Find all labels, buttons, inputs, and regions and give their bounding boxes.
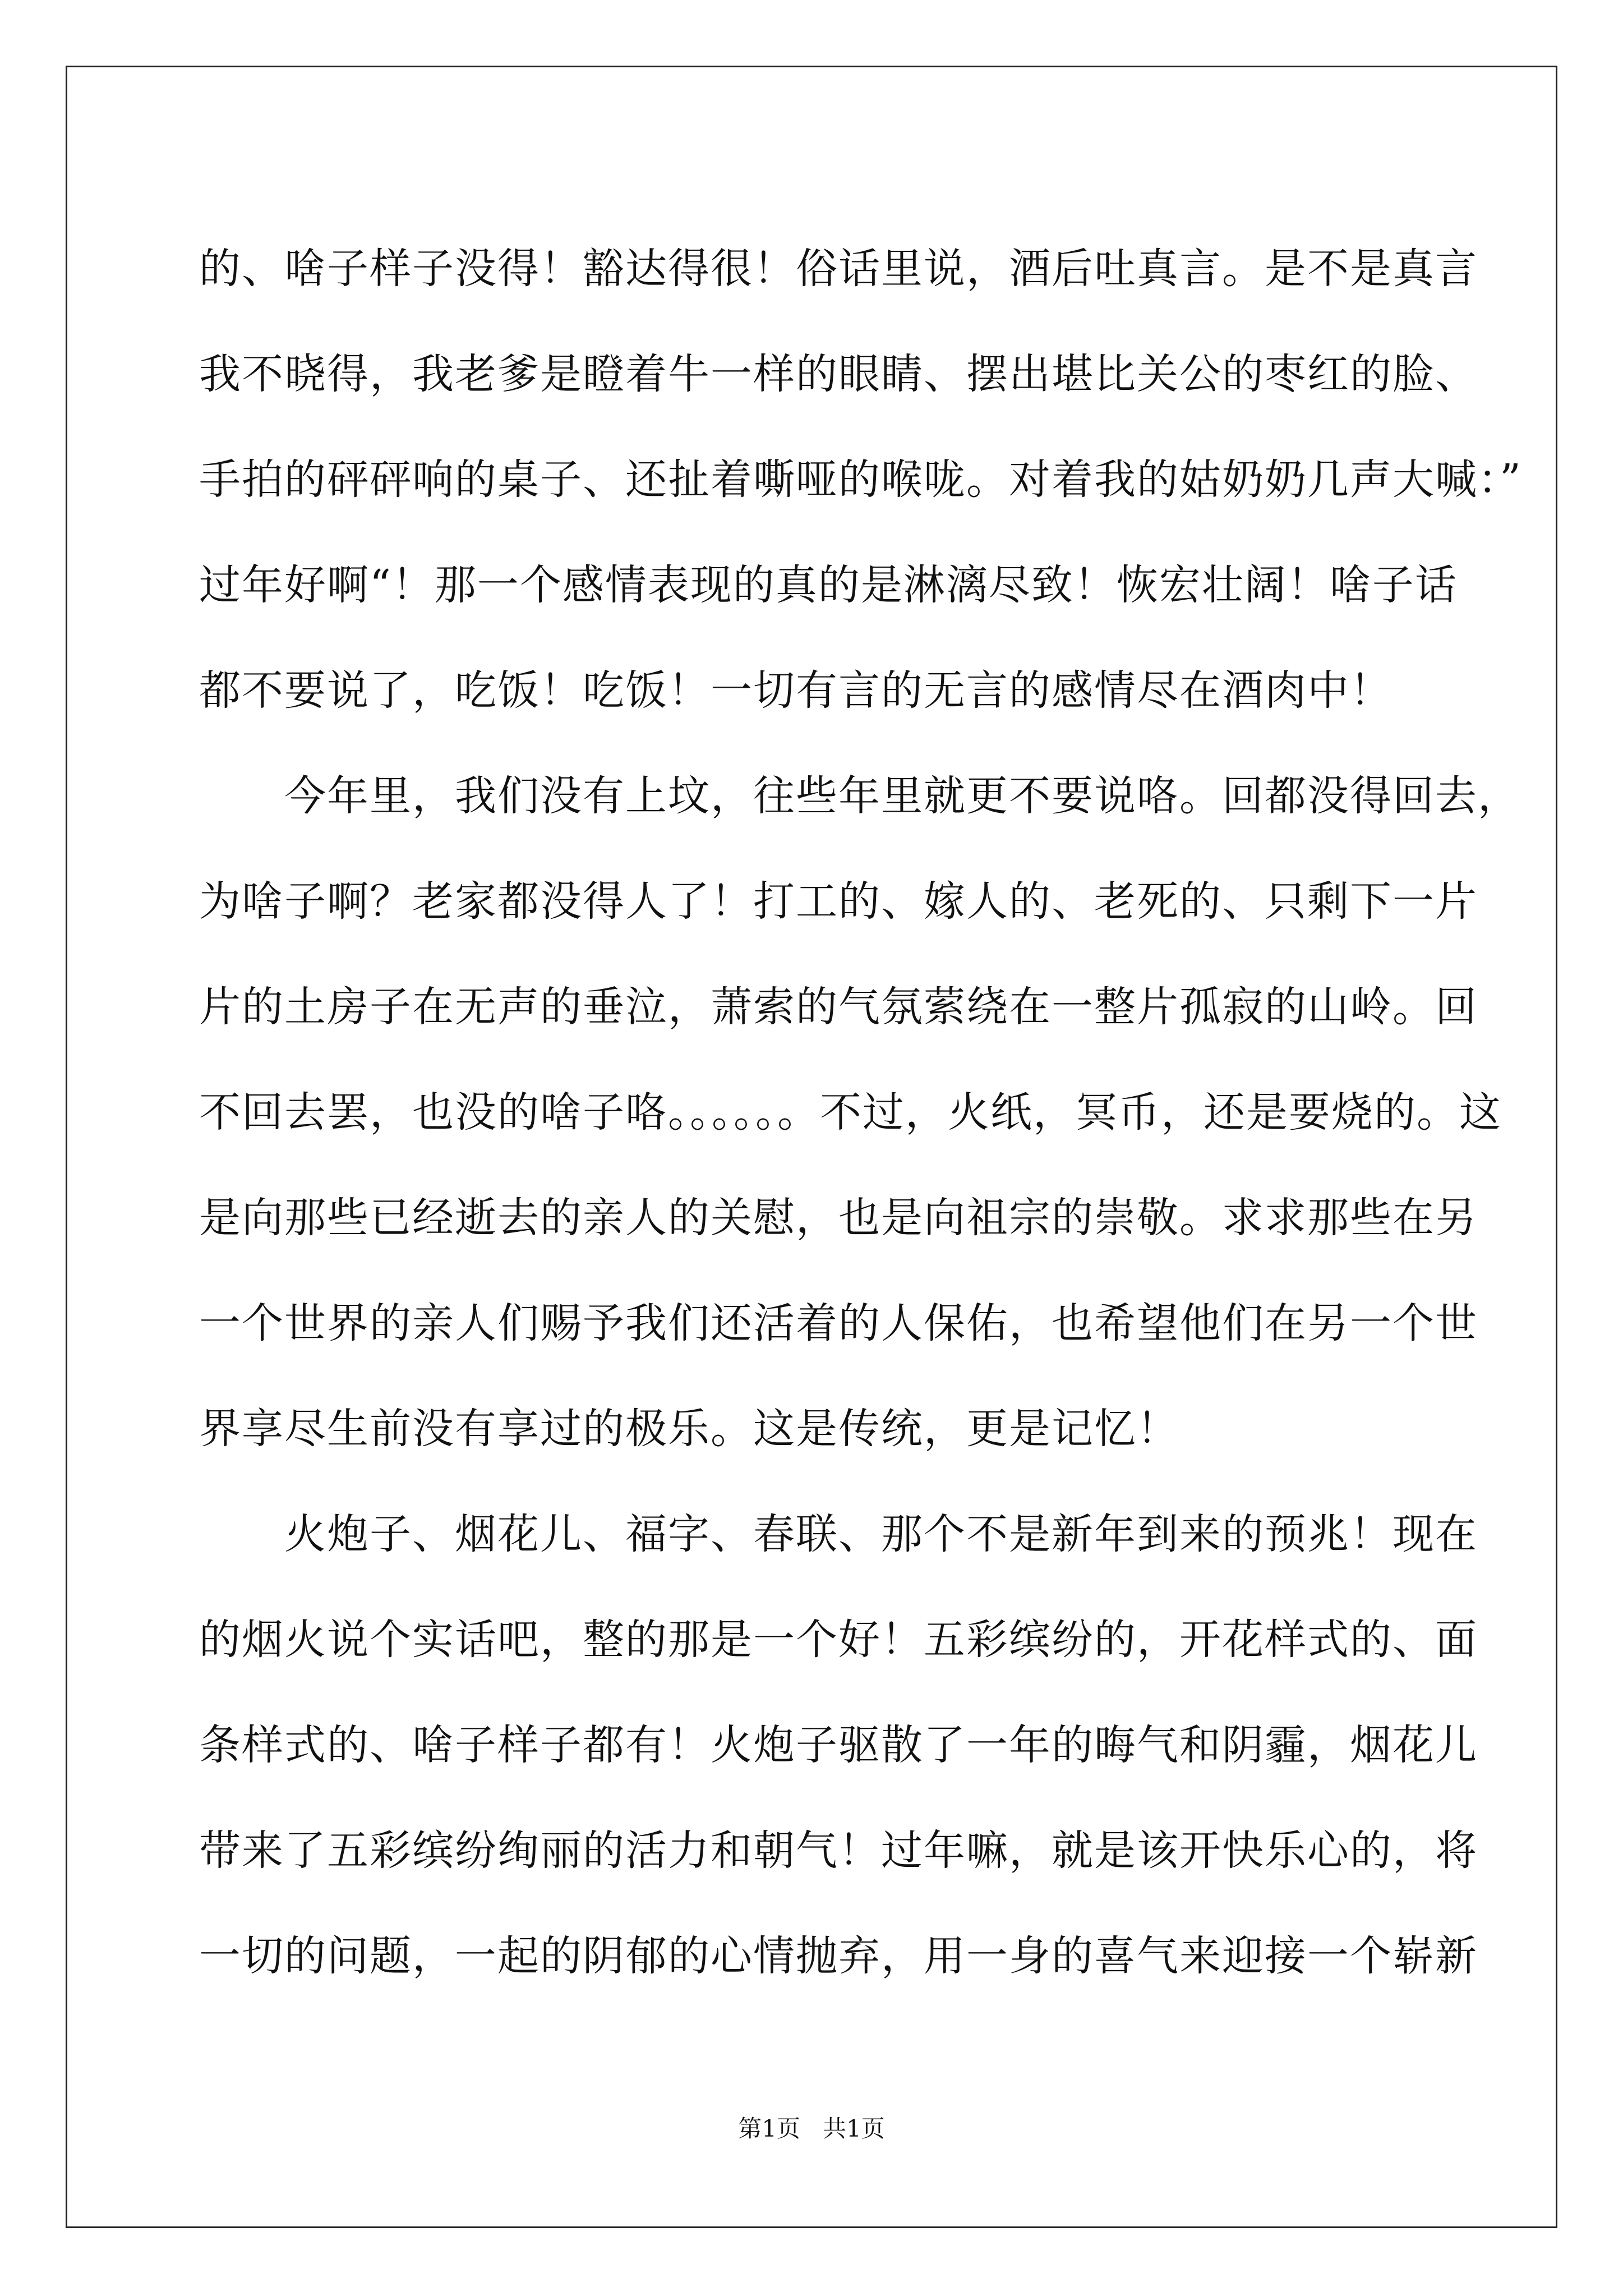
text-line: 条样式的、啥子样子都有！火炮子驱散了一年的晦气和阴霾，烟花儿 — [199, 1721, 1478, 1769]
document-body — [199, 216, 1522, 2009]
text-line: 是向那些已经逝去的亲人的关慰，也是向祖宗的崇敬。求求那些在另 — [199, 1194, 1478, 1242]
text-line: 的烟火说个实话吧，整的那是一个好！五彩缤纷的，开花样式的、面 — [199, 1616, 1478, 1664]
text-line: 片的土房子在无声的垂泣，萧索的气氛萦绕在一整片孤寂的山岭。回 — [199, 983, 1478, 1031]
text-line: 都不要说了，吃饭！吃饭！一切有言的无言的感情尽在酒肉中！ — [199, 666, 1393, 715]
page-number-current: 第1页 — [738, 2115, 800, 2142]
page-footer — [0, 2112, 1623, 2146]
text-line: 手拍的砰砰响的桌子、还扯着嘶哑的喉咙。对着我的姑奶奶几声大喊：” — [199, 455, 1522, 504]
text-line: 为啥子啊？老家都没得人了！打工的、嫁人的、老死的、只剩下一片 — [199, 877, 1478, 926]
text-line: 一个世界的亲人们赐予我们还活着的人保佑，也希望他们在另一个世 — [199, 1299, 1478, 1347]
text-line: 界享尽生前没有享过的极乐。这是传统，更是记忆！ — [199, 1405, 1179, 1453]
text-line: 的、啥子样子没得！豁达得很！俗话里说，酒后吐真言。是不是真言 — [199, 245, 1478, 293]
text-line: 今年里，我们没有上坟，往些年里就更不要说咯。回都没得回去， — [199, 772, 1520, 820]
text-line: 一切的问题，一起的阴郁的心情抛弃，用一身的喜气来迎接一个崭新 — [199, 1932, 1478, 1980]
page-number-total: 共1页 — [823, 2115, 885, 2142]
text-line: 不回去罢，也没的啥子咯。。。。。。不过，火纸，冥币，还是要烧的。这 — [199, 1088, 1502, 1137]
text-line: 带来了五彩缤纷绚丽的活力和朝气！过年嘛，就是该开快乐心的，将 — [199, 1826, 1478, 1875]
text-line: 我不晓得，我老爹是瞪着牛一样的眼睛、摆出堪比关公的枣红的脸、 — [199, 350, 1478, 398]
text-line: 过年好啊“！那一个感情表现的真的是淋漓尽致！恢宏壮阔！啥子话 — [199, 561, 1458, 609]
text-line: 火炮子、烟花儿、福字、春联、那个不是新年到来的预兆！现在 — [199, 1510, 1478, 1558]
